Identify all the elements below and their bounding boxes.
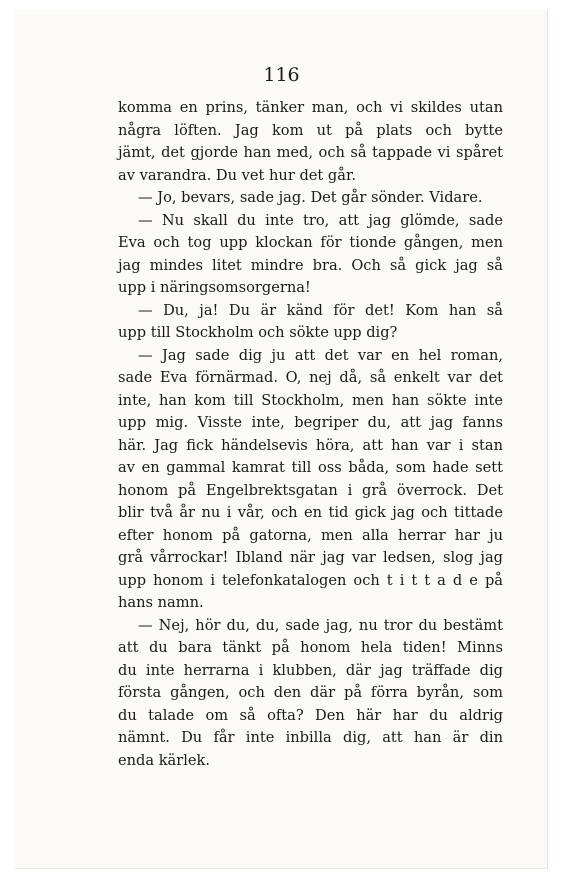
text-line: Eva och tog upp klockan för tionde gången, men (118, 234, 503, 251)
text-line: du talade om så ofta? Den här har du aldrig (118, 706, 503, 724)
text-line: — Du, ja! Du är känd för det! Kom han så (138, 301, 503, 319)
page-number: 116 (263, 64, 300, 86)
text-line: — Nej, hör du, du, sade jag, nu tror du bestämt (138, 616, 503, 634)
text-line: grå vårrockar! Ibland när jag var ledsen, slog jag (118, 549, 503, 566)
text-line: upp i näringsomsorgerna! (118, 279, 311, 296)
text-line: hans namn. (118, 594, 204, 611)
text-line: av varandra. Du vet hur det går. (118, 166, 356, 184)
text-line: inte, han kom till Stockholm, men han sökte inte (118, 391, 503, 409)
text-line: efter honom på gatorna, men alla herrar har ju (118, 526, 503, 544)
text-line: sade Eva förnärmad. O, nej då, så enkelt var det (118, 369, 503, 386)
text-line: enda kärlek. (118, 751, 211, 769)
text-line: jämt, det gjorde han med, och så tappade vi spåret (118, 144, 503, 161)
text-line: blir två år nu i vår, och en tid gick jag och tittade (118, 504, 503, 521)
body-text (118, 97, 503, 772)
text-line: honom på Engelbrektsgatan i grå överrock. Det (118, 481, 503, 499)
text-line: nämnt. Du får inte inbilla dig, att han är din (118, 729, 503, 746)
text-line: att du bara tänkt på honom hela tiden! Minns (118, 639, 503, 656)
text-line: upp mig. Visste inte, begriper du, att jag fanns (118, 414, 503, 431)
text-line: av en gammal kamrat till oss båda, som hade sett (118, 459, 503, 476)
text-line: några löften. Jag kom ut på plats och bytte (118, 121, 503, 139)
text-line: — Nu skall du inte tro, att jag glömde, sade (138, 211, 503, 229)
text-line: — Jo, bevars, sade jag. Det går sönder. Vidare. (138, 189, 483, 206)
text-line: — Jag sade dig ju att det var en hel roman, (138, 346, 503, 364)
text-line: upp till Stockholm och sökte upp dig? (118, 324, 398, 341)
text-line: första gången, och den där på förra byrån, som (118, 684, 503, 701)
text-line: komma en prins, tänker man, och vi skildes utan (118, 99, 503, 116)
text-line: upp honom i telefonkatalogen och t i t t a d e på (118, 571, 503, 589)
text-line: jag mindes litet mindre bra. Och så gick jag så (118, 256, 503, 274)
text-line: här. Jag fick händelsevis höra, att han var i stan (118, 436, 503, 454)
text-line: du inte herrarna i klubben, där jag träffade dig (118, 661, 503, 679)
